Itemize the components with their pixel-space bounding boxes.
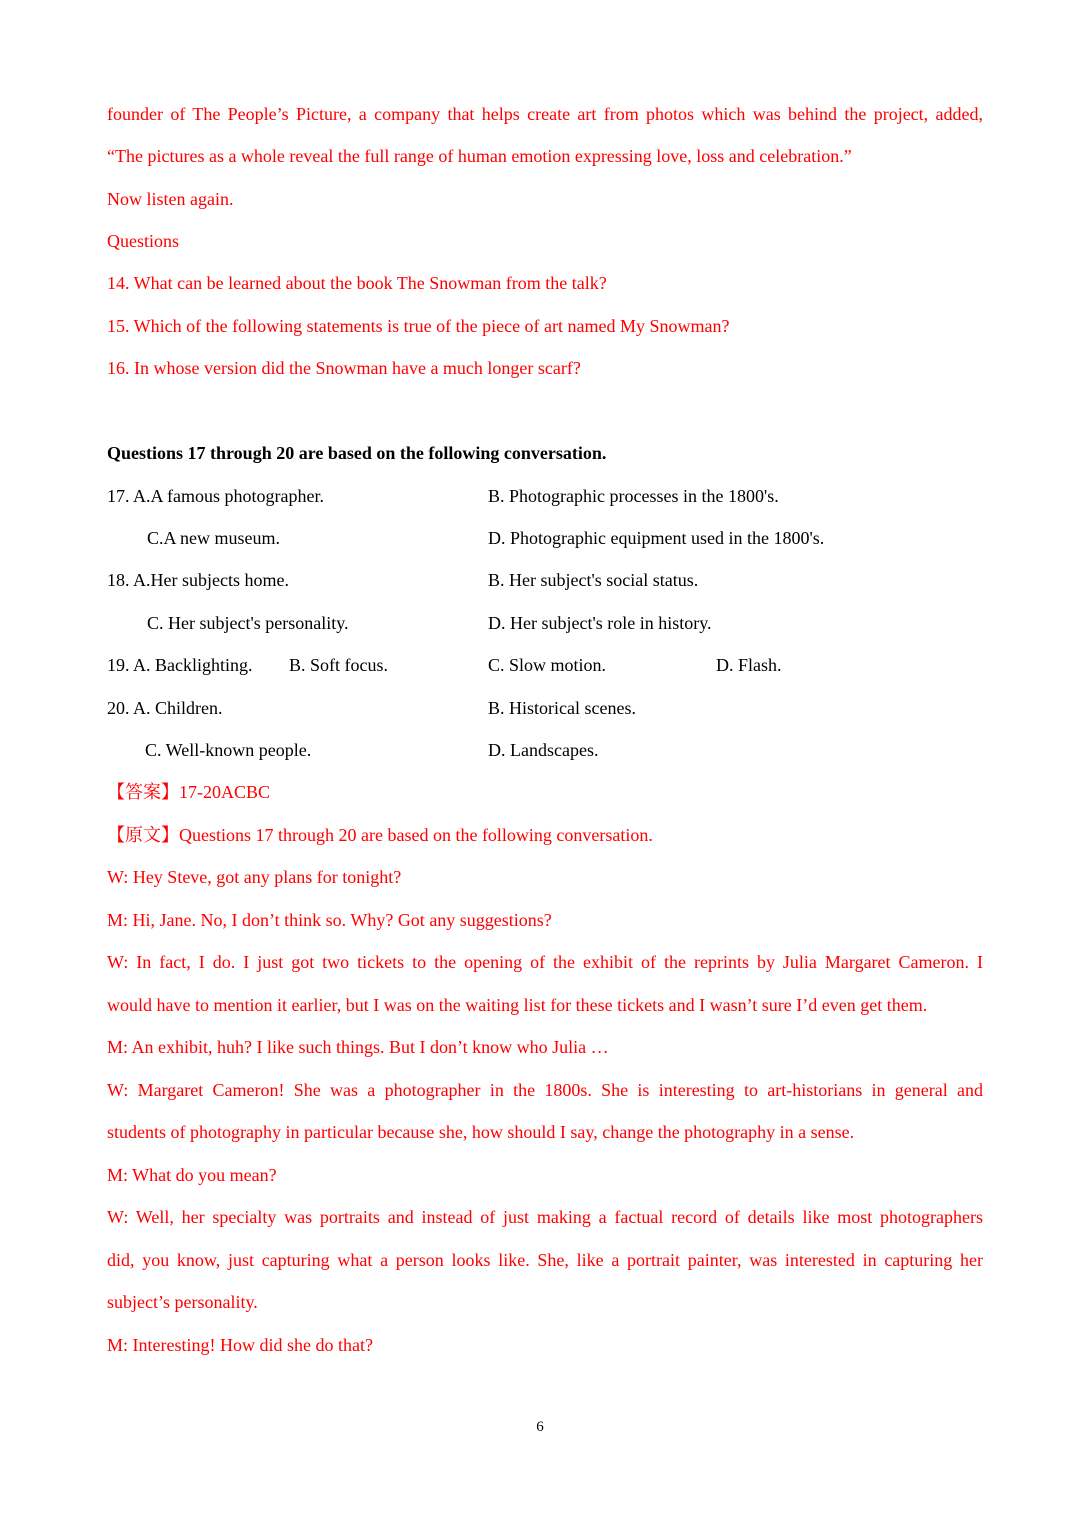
q20-option-b: B. Historical scenes. — [488, 698, 636, 718]
dialogue-line: M: Hi, Jane. No, I don’t think so. Why? Got any suggestions? — [107, 910, 552, 930]
dialogue-line: subject’s personality. — [107, 1292, 258, 1312]
transcript-header: 【原文】Questions 17 through 20 are based on the following conversation. — [107, 825, 653, 845]
q19-option-a: 19. A. Backlighting. — [107, 655, 253, 675]
q17-option-b: B. Photographic processes in the 1800's. — [488, 486, 779, 506]
dialogue-line: M: What do you mean? — [107, 1165, 277, 1185]
dialogue-line: M: An exhibit, huh? I like such things. But I don’t know who Julia … — [107, 1037, 609, 1057]
dialogue-line: W: Margaret Cameron! She was a photographer in the 1800s. She is interesting to art-historians in general and — [107, 1080, 983, 1100]
q17-option-d: D. Photographic equipment used in the 1800's. — [488, 528, 825, 548]
answer-key: 【答案】17-20ACBC — [107, 782, 271, 802]
questions-heading: Questions — [107, 231, 179, 251]
q19-option-d: D. Flash. — [716, 655, 782, 675]
transcript-line: “The pictures as a whole reveal the full range of human emotion expressing love, loss and celebration.” — [107, 146, 852, 166]
listen-again-instruction: Now listen again. — [107, 189, 234, 209]
section-heading: Questions 17 through 20 are based on the following conversation. — [107, 443, 607, 463]
q19-option-c: C. Slow motion. — [488, 655, 607, 675]
dialogue-line: W: Well, her specialty was portraits and instead of just making a factual record of details like most photographers — [107, 1207, 983, 1227]
q19-option-b: B. Soft focus. — [289, 655, 388, 675]
q18-option-c: C. Her subject's personality. — [147, 613, 349, 633]
question-14-text: 14. What can be learned about the book The Snowman from the talk? — [107, 273, 607, 293]
dialogue-line: students of photography in particular because she, how should I say, change the photography in a sense. — [107, 1122, 855, 1142]
q20-option-a: 20. A. Children. — [107, 698, 223, 718]
dialogue-line: did, you know, just capturing what a person looks like. She, like a portrait painter, was interested in capturing her — [107, 1250, 983, 1270]
q20-option-d: D. Landscapes. — [488, 740, 599, 760]
dialogue-line: W: In fact, I do. I just got two tickets to the opening of the exhibit of the reprints by Julia Margaret Cameron. I — [107, 952, 983, 972]
dialogue-line: M: Interesting! How did she do that? — [107, 1335, 373, 1355]
dialogue-line: would have to mention it earlier, but I was on the waiting list for these tickets and I wasn’t sure I’d even get them. — [107, 995, 928, 1015]
question-16-text: 16. In whose version did the Snowman have a much longer scarf? — [107, 358, 581, 378]
page-number: 6 — [536, 1419, 544, 1435]
q17-option-a: 17. A.A famous photographer. — [107, 486, 324, 506]
q18-option-a: 18. A.Her subjects home. — [107, 570, 289, 590]
transcript-line: founder of The People’s Picture, a company that helps create art from photos which was behind the project, added, — [107, 104, 983, 124]
dialogue-line: W: Hey Steve, got any plans for tonight? — [107, 867, 402, 887]
q18-option-d: D. Her subject's role in history. — [488, 613, 712, 633]
q20-option-c: C. Well-known people. — [145, 740, 312, 760]
q17-option-c: C.A new museum. — [147, 528, 280, 548]
q18-option-b: B. Her subject's social status. — [488, 570, 699, 590]
question-15-text: 15. Which of the following statements is true of the piece of art named My Snowman? — [107, 316, 730, 336]
